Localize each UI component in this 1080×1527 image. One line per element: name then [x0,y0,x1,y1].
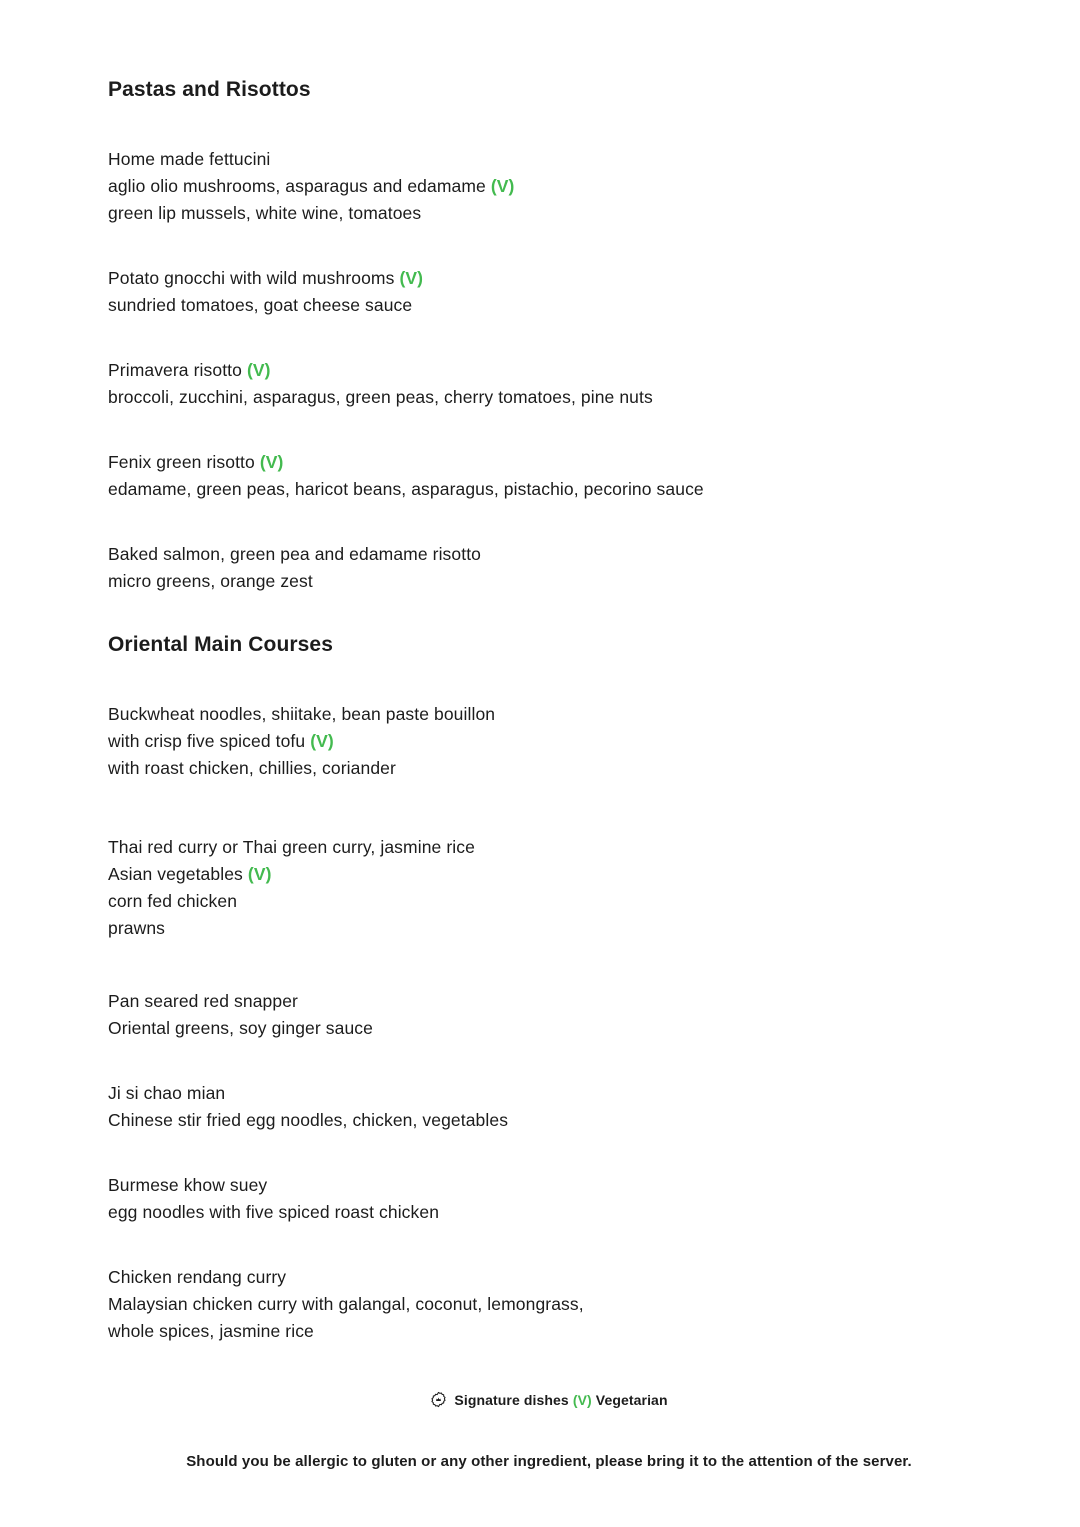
menu-item [108,146,990,227]
menu-line-text: Ji si chao mian [108,1083,226,1103]
menu-line-text: Chicken rendang curry [108,1267,287,1287]
menu-item-line [108,568,990,595]
menu-line-text: corn fed chicken [108,891,238,911]
menu-line-text: Pan seared red snapper [108,991,298,1011]
menu-line-text: Malaysian chicken curry with galangal, coconut, lemongrass, [108,1294,584,1314]
menu-item-line [108,173,990,200]
menu-item-line [108,1172,990,1199]
section-items [108,146,990,595]
vegetarian-mark: (V) [247,864,272,884]
menu-item-line [108,728,990,755]
menu-item-line [108,1264,990,1291]
menu-item [108,449,990,503]
menu-line-text: edamame, green peas, haricot beans, asparagus, pistachio, pecorino sauce [108,479,704,499]
section-heading: Oriental Main Courses [108,633,333,656]
menu-line-text: Buckwheat noodles, shiitake, bean paste bouillon [108,704,496,724]
menu-item-line [108,1291,990,1318]
menu-item-line [108,988,990,1015]
signature-badge-icon [430,1391,447,1411]
menu-line-text: Fenix green risotto [108,452,255,472]
menu-item-line [108,476,990,503]
menu-line-text: Chinese stir fried egg noodles, chicken, vegetables [108,1110,509,1130]
menu-item-line [108,384,990,411]
menu-content [108,78,990,1345]
menu-item-line [108,1199,990,1226]
legend-signature-label: Signature dishes [454,1392,569,1408]
vegetarian-mark: (V) [490,176,515,196]
menu-item-line [108,888,990,915]
menu-item-line [108,1080,990,1107]
vegetarian-mark: (V) [246,360,271,380]
menu-line-text: Burmese khow suey [108,1175,268,1195]
menu-line-text: prawns [108,918,166,938]
menu-item-line [108,701,990,728]
legend-veg-label: Vegetarian [595,1392,668,1408]
menu-item-line [108,861,990,888]
menu-item-line [108,755,990,782]
menu-item-line [108,1107,990,1134]
menu-item-line [108,449,990,476]
menu-line-text: green lip mussels, white wine, tomatoes [108,203,422,223]
menu-line-text: egg noodles with five spiced roast chicken [108,1202,440,1222]
vegetarian-mark: (V) [310,731,334,751]
vegetarian-mark: (V) [259,452,284,472]
menu-item-line [108,200,990,227]
menu-line-text: sundried tomatoes, goat cheese sauce [108,295,413,315]
legend [108,1391,990,1411]
section-heading: Pastas and Risottos [108,78,311,101]
menu-item [108,1264,990,1345]
menu-item [108,701,990,782]
menu-item-line [108,834,990,861]
menu-item [108,1172,990,1226]
menu-item-line [108,146,990,173]
menu-item-line [108,1015,990,1042]
menu-line-text: Asian vegetables [108,864,243,884]
menu-line-text: broccoli, zucchini, asparagus, green peas, cherry tomatoes, pine nuts [108,387,653,407]
menu-line-text: Home made fettucini [108,149,271,169]
menu-line-text: Thai red curry or Thai green curry, jasmine rice [108,837,475,857]
menu-line-text: aglio olio mushrooms, asparagus and edamame [108,176,486,196]
menu-line-text: micro greens, orange zest [108,571,313,591]
menu-item [108,265,990,319]
menu-item-line [108,1318,990,1345]
menu-line-text: Primavera risotto [108,360,242,380]
menu-item [108,988,990,1042]
menu-item [108,1080,990,1134]
menu-section [108,633,990,1345]
menu-line-text: with crisp five spiced tofu [108,731,306,751]
menu-section [108,78,990,595]
vegetarian-mark: (V) [399,268,424,288]
legend-veg-mark: (V) [572,1392,592,1408]
menu-item [108,541,990,595]
menu-item [108,834,990,942]
menu-item-line [108,292,990,319]
menu-item-line [108,357,990,384]
menu-line-text: Oriental greens, soy ginger sauce [108,1018,373,1038]
menu-line-text: Baked salmon, green pea and edamame risotto [108,544,481,564]
menu-line-text: whole spices, jasmine rice [108,1321,314,1341]
allergy-note: Should you be allergic to gluten or any other ingredient, please bring it to the attention of the server. [186,1453,912,1470]
menu-item-line [108,265,990,292]
menu-item-line [108,541,990,568]
menu-item [108,357,990,411]
menu-line-text: with roast chicken, chillies, coriander [108,758,396,778]
section-items [108,701,990,1345]
menu-item-line [108,915,990,942]
menu-line-text: Potato gnocchi with wild mushrooms [108,268,395,288]
